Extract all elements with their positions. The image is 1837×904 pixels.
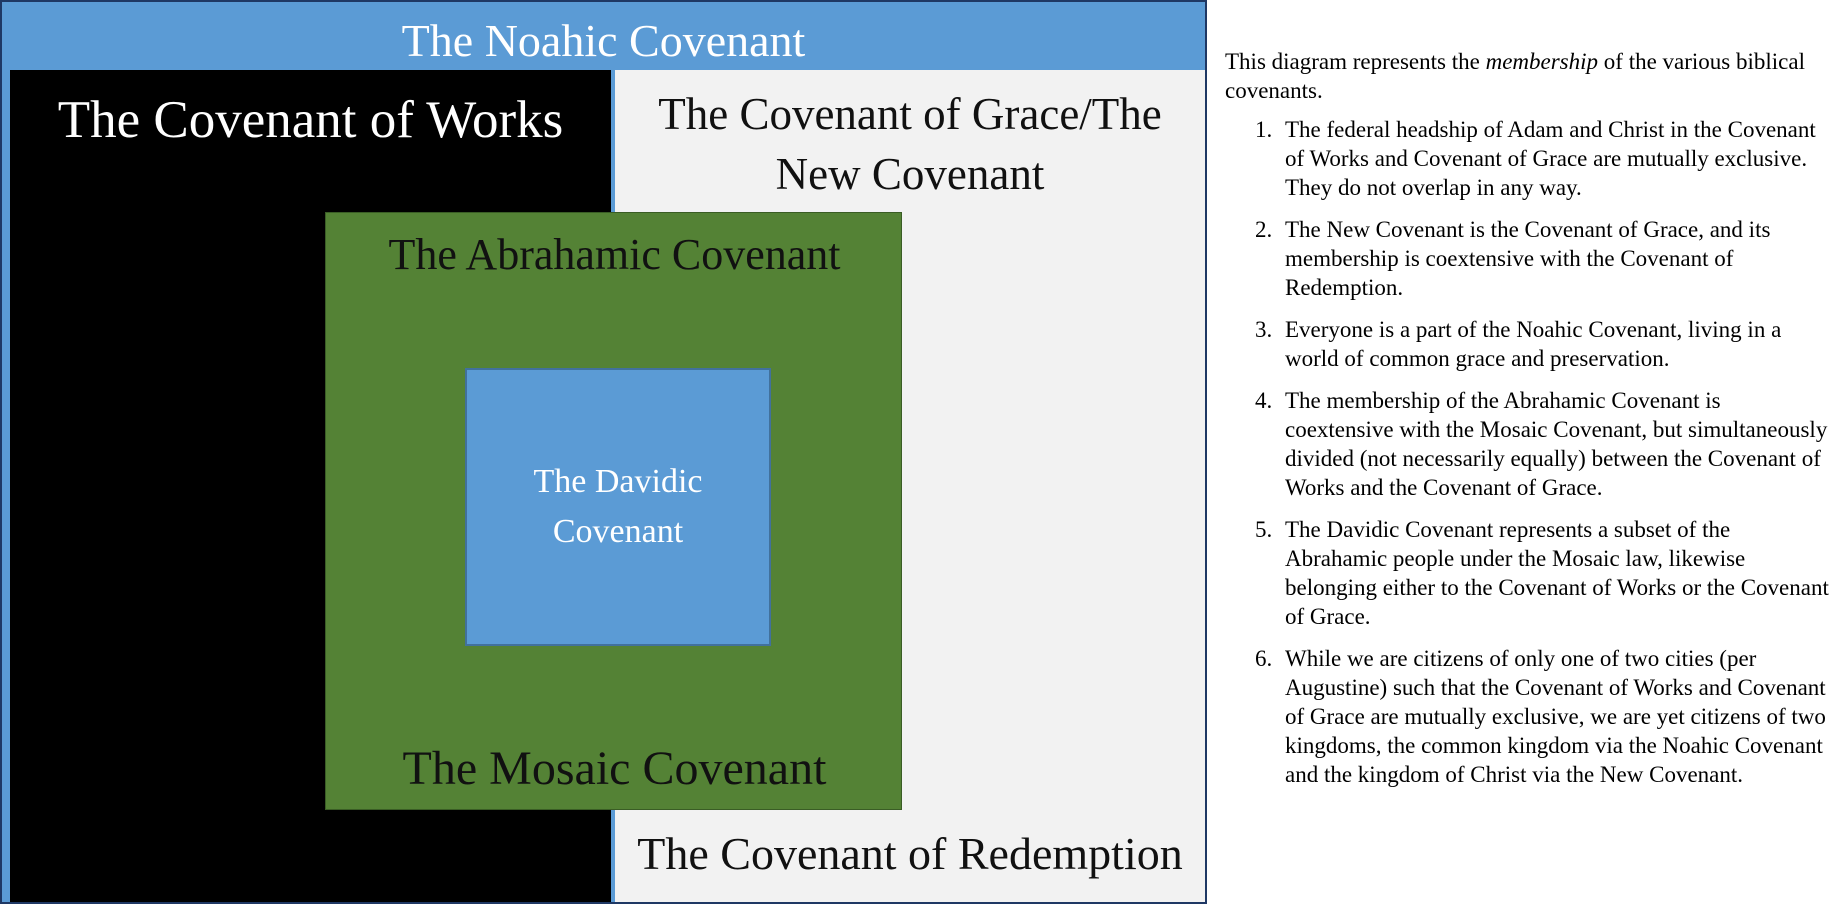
list-item xyxy=(1225,386,1831,502)
list-item xyxy=(1225,315,1831,373)
intro-text-after: of the various biblical covenants. xyxy=(1225,49,1805,103)
abrahamic-covenant-region xyxy=(325,212,902,810)
list-item-text: While we are citizens of only one of two cities (per Augustine) such that the Covenant of Works and Covenant of Grace are mutually exclusive, we are yet citizens of two kingdoms, the common kingdom via the Noahic Covenant and the kingdom of Christ via the New Covenant. xyxy=(1285,646,1826,787)
list-item-number: 2. xyxy=(1255,217,1273,242)
list-item-number: 4. xyxy=(1255,388,1273,413)
list-item xyxy=(1225,115,1831,202)
list-item-number: 5. xyxy=(1255,517,1273,542)
covenant-of-grace-label: The Covenant of Grace/The New Covenant xyxy=(658,89,1162,199)
list-item xyxy=(1225,215,1831,302)
covenant-of-redemption-label: The Covenant of Redemption xyxy=(637,828,1183,879)
list-item-text: The New Covenant is the Covenant of Grace, and its membership is coextensive with the Covenant of Redemption. xyxy=(1285,217,1771,300)
description-list xyxy=(1225,115,1831,789)
intro-emphasis: membership xyxy=(1485,49,1599,74)
covenant-of-works-label: The Covenant of Works xyxy=(57,91,564,149)
davidic-covenant-label: The Davidic Covenant xyxy=(533,463,703,550)
davidic-covenant-region xyxy=(465,368,771,646)
mosaic-covenant-label: The Mosaic Covenant xyxy=(402,742,827,795)
list-item-number: 3. xyxy=(1255,317,1273,342)
abrahamic-covenant-label: The Abrahamic Covenant xyxy=(388,230,841,279)
list-item-text: Everyone is a part of the Noahic Covenant, living in a world of common grace and preservation. xyxy=(1285,317,1782,371)
diagram-description xyxy=(1225,47,1831,802)
list-item-text: The federal headship of Adam and Christ in the Covenant of Works and Covenant of Grace are mutually exclusive. They do not overlap in any way. xyxy=(1285,117,1816,200)
list-item-number: 1. xyxy=(1255,117,1273,142)
description-intro xyxy=(1225,47,1831,105)
intro-text-before: This diagram represents the xyxy=(1225,49,1486,74)
list-item-number: 6. xyxy=(1255,646,1273,671)
list-item xyxy=(1225,515,1831,631)
noahic-covenant-region xyxy=(2,2,1205,902)
noahic-covenant-label: The Noahic Covenant xyxy=(401,15,806,66)
list-item-text: The membership of the Abrahamic Covenant is coextensive with the Mosaic Covenant, but simultaneously divided (not necessarily equally) between the Covenant of Works and the Covenant of Grace. xyxy=(1285,388,1828,500)
list-item xyxy=(1225,644,1831,789)
list-item-text: The Davidic Covenant represents a subset of the Abrahamic people under the Mosaic law, likewise belonging either to the Covenant of Works or the Covenant of Grace. xyxy=(1285,517,1829,629)
